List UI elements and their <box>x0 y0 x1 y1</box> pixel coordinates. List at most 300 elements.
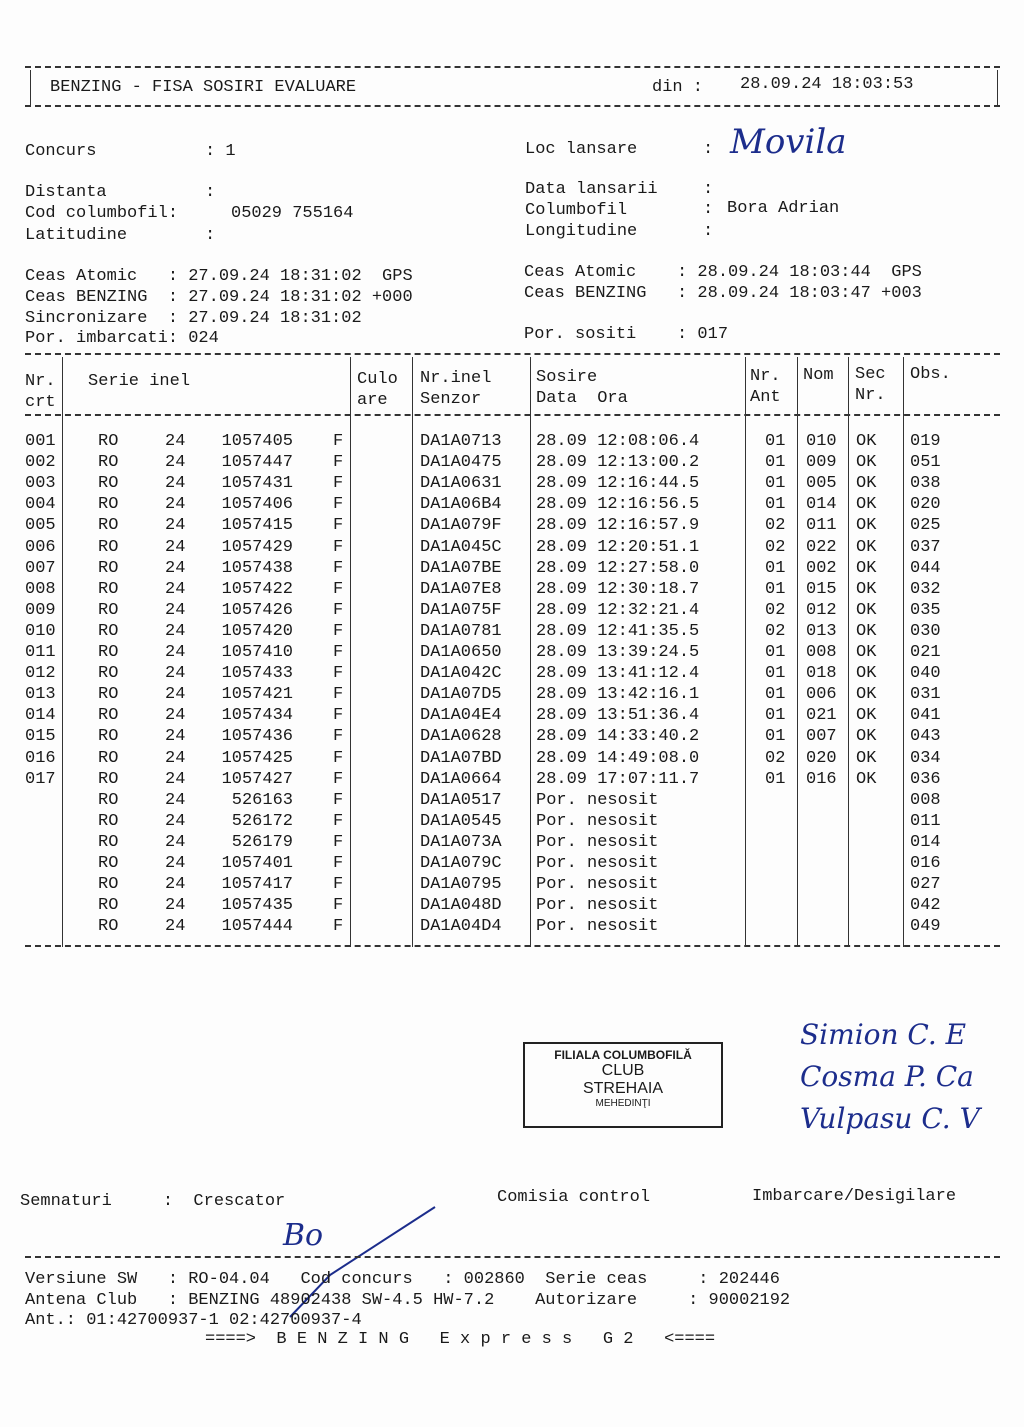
table-cell: DA1A07D5 <box>420 685 502 705</box>
table-cell: RO <box>98 664 119 684</box>
table-cell: RO <box>98 685 119 705</box>
table-cell: 02 <box>765 516 786 536</box>
table-cell: 021 <box>806 706 837 726</box>
table-cell: RO <box>98 474 119 494</box>
table-cell: 24 <box>165 811 186 831</box>
table-cell: 24 <box>165 854 186 873</box>
table-cell: 28.09 13:41:12.4 <box>536 664 700 684</box>
table-cell: 24 <box>165 706 186 726</box>
table-cell: DA1A0545 <box>420 811 502 831</box>
table-cell: 043 <box>910 727 941 747</box>
header-obs: Obs. <box>910 365 951 384</box>
table-cell: 01 <box>765 706 786 726</box>
table-cell: 1057434 <box>221 706 293 726</box>
table-row <box>0 622 1024 643</box>
table-row <box>0 516 1024 537</box>
table-cell: 24 <box>165 748 186 768</box>
table-cell: Por. nesosit <box>536 875 659 895</box>
table-cell: 012 <box>806 600 837 620</box>
table-cell: DA1A0664 <box>420 769 502 789</box>
table-cell: 007 <box>25 558 56 578</box>
table-cell: 008 <box>25 579 56 599</box>
table-cell: 28.09 12:30:18.7 <box>536 579 700 599</box>
table-cell: 24 <box>165 516 186 536</box>
signature: Bo <box>283 1218 324 1253</box>
header-culoare: Culo <box>357 370 398 389</box>
table-cell: 013 <box>806 621 837 641</box>
header-ant: Nr. <box>750 367 781 386</box>
table-cell: RO <box>98 558 119 578</box>
table-cell: 01 <box>765 769 786 789</box>
table-cell: 24 <box>165 875 186 895</box>
table-cell: F <box>333 537 344 557</box>
table-cell: 038 <box>910 474 941 494</box>
table-cell: 003 <box>25 474 56 494</box>
header-sosire: Sosire <box>536 368 598 387</box>
table-cell: F <box>333 453 344 473</box>
cod-value: 05029 755164 <box>231 204 354 223</box>
table-cell: 037 <box>910 537 941 557</box>
table-row <box>0 727 1024 748</box>
por-sositi: Por. sositi : 017 <box>524 325 729 344</box>
table-cell: OK <box>856 600 877 620</box>
table-cell: DA1A048D <box>420 896 502 916</box>
table-cell: F <box>333 432 344 451</box>
table-cell: 28.09 13:39:24.5 <box>536 643 700 662</box>
table-cell: DA1A075F <box>420 600 502 620</box>
table-cell: 019 <box>910 432 941 451</box>
table-cell: 1057444 <box>221 917 293 937</box>
table-cell: 02 <box>765 600 786 620</box>
table-cell: 02 <box>765 621 786 641</box>
table-cell: 28.09 17:07:11.7 <box>536 769 700 789</box>
table-row <box>0 453 1024 474</box>
table-cell: 005 <box>25 516 56 536</box>
table-cell: 016 <box>806 769 837 789</box>
table-cell: RO <box>98 495 119 515</box>
table-cell: 02 <box>765 537 786 557</box>
table-cell: 012 <box>25 664 56 684</box>
table-cell: 28.09 13:42:16.1 <box>536 685 700 705</box>
table-row <box>0 538 1024 559</box>
table-cell: 28.09 12:13:00.2 <box>536 453 700 473</box>
table-cell: 1057415 <box>221 516 293 536</box>
table-cell: 042 <box>910 896 941 916</box>
table-cell: Por. nesosit <box>536 917 659 937</box>
table-cell: 24 <box>165 600 186 620</box>
table-cell: 28.09 14:33:40.2 <box>536 727 700 747</box>
table-cell: DA1A0713 <box>420 432 502 451</box>
table-cell: 1057405 <box>221 432 293 451</box>
table-cell: RO <box>98 769 119 789</box>
comisia-label: Comisia control <box>497 1188 651 1207</box>
table-cell: 015 <box>25 727 56 747</box>
table-cell: 24 <box>165 727 186 747</box>
table-cell: DA1A042C <box>420 664 502 684</box>
header-senzor: Nr.inel <box>420 369 492 388</box>
table-cell: DA1A0795 <box>420 875 502 895</box>
table-cell: DA1A073A <box>420 832 502 852</box>
table-cell: 24 <box>165 790 186 810</box>
table-cell: 032 <box>910 579 941 599</box>
date-label: din : <box>652 78 704 97</box>
table-cell: OK <box>856 769 877 789</box>
table-row <box>0 812 1024 833</box>
table-cell: RO <box>98 896 119 916</box>
table-cell: 1057420 <box>221 621 293 641</box>
header-serie: Serie inel <box>88 372 191 391</box>
table-cell: F <box>333 748 344 768</box>
table-cell: 006 <box>806 685 837 705</box>
table-cell: 1057435 <box>221 896 293 916</box>
table-cell: 1057436 <box>221 727 293 747</box>
table-cell: 022 <box>806 537 837 557</box>
ceas-atomic-start: Ceas Atomic : 27.09.24 18:31:02 GPS <box>25 267 413 286</box>
concurs-value: : 1 <box>205 142 236 161</box>
table-cell: OK <box>856 685 877 705</box>
table-cell: OK <box>856 579 877 599</box>
table-cell: 1057433 <box>221 664 293 684</box>
table-cell: 015 <box>806 579 837 599</box>
table-cell: 011 <box>910 811 941 831</box>
table-cell: DA1A045C <box>420 537 502 557</box>
table-cell: F <box>333 579 344 599</box>
table-cell: 01 <box>765 685 786 705</box>
table-cell: F <box>333 790 344 810</box>
table-cell: 24 <box>165 453 186 473</box>
table-cell: 014 <box>806 495 837 515</box>
table-cell: F <box>333 685 344 705</box>
table-cell: 014 <box>25 706 56 726</box>
table-cell: 014 <box>910 832 941 852</box>
table-row <box>0 875 1024 896</box>
table-cell: 030 <box>910 621 941 641</box>
table-cell: 24 <box>165 643 186 662</box>
table-cell: 010 <box>25 621 56 641</box>
table-row <box>0 854 1024 875</box>
table-cell: DA1A0628 <box>420 727 502 747</box>
table-cell: 004 <box>25 495 56 515</box>
header-ant-2: Ant <box>750 388 781 407</box>
table-cell: 28.09 12:27:58.0 <box>536 558 700 578</box>
table-cell: 526172 <box>231 811 293 831</box>
table-cell: 24 <box>165 621 186 641</box>
table-cell: OK <box>856 727 877 747</box>
longitudine-label: Longitudine <box>525 222 638 241</box>
footer-antena: Antena Club : BENZING 48902438 SW-4.5 HW-7.2 Autorizare : 90002192 <box>25 1291 791 1310</box>
table-cell: RO <box>98 875 119 895</box>
arrival-sheet: BENZING - FISA SOSIRI EVALUARE din : 28.09.24 18:03:53 Concurs : 1 Loc lansare : Movila Distanta : Data lansarii : Cod columbofil: 05029 755164 Columbofil : Bora Adrian Latitudine : Longitudine : Ceas Atomic : 27.09.24 18:31:02 GPS Ceas BENZING : 27.09.24 18:31:02 +000 Sincronizare : 27.09.24 18:31:02 Por. imbarcati: 024 Ceas Atomic : 28.09.24 18:03:44 GPS Ceas BENZING : 28.09.24 18:03:47 +003 Por. sositi : 017 Nr. crt Serie inel Culo are Nr.inel Senzor Sosire Data Ora Nr. Ant Nom Sec Nr. Obs. 001 RO 24 1057405 F DA1A0713 28.09 12:08:06.4 01 010 OK 019 002 RO 24 1057447 F DA1A0475 28.09 12:13:00.2 01 009 OK 051 003 RO 24 1057431 F DA1A0631 28.09 12:16:44.5 01 005 OK 038 004 RO 24 1057406 F DA1A06B4 28.09 12:16:56.5 01 014 OK 020 005 RO 24 1057415 F DA1A079F 28.09 12:16:57.9 02 011 OK 025 006 RO 24 1057429 F DA1A045C 28.09 12:20:51.1 02 022 OK 037 007 RO 24 1057438 F DA1A07BE 28.09 12:27:58.0 01 002 OK 044 008 RO 24 1057422 F DA1A07E8 28.09 12:30:18.7 01 015 OK 032 009 RO 24 1057426 F DA1A075F 28.09 12:32:21.4 02 012 OK 035 010 RO 24 1057420 F DA1A0781 28.09 12:41:35.5 02 013 OK 030 011 RO 24 1057410 F DA1A0650 28.09 13:39:24.5 01 008 OK 021 012 RO 24 1057433 F DA1A042C 28.09 13:41:12.4 01 018 OK 040 013 RO 24 1057421 F DA1A07D5 28.09 13:42:16.1 01 006 OK 031 014 RO 24 1057434 F DA1A04E4 28.09 13:51:36.4 01 021 OK 041 015 RO 24 1057436 F DA1A0628 28.09 14:33:40.2 01 007 OK 043 016 RO 24 1057425 F DA1A07BD 28.09 14:49:08.0 02 020 OK 034 017 RO 24 1057427 F DA1A0664 28.09 17:07:11.7 01 016 OK 036 RO 24 526163 F DA1A0517 Por. nesosit 008 RO 24 526172 F DA1A0545 Por. nesosit 011 RO 24 526179 F DA1A073A Por. nesosit 014 RO 24 1057401 F DA1A079C Por. nesosit 016 RO 24 1057417 F DA1A0795 Por. nesosit 027 RO 24 1057435 F DA1A048D Por. nesosit 042 RO 24 1057444 F DA1A04D4 Por. nesosit 049 FILIALA COLUMBOFILĂ CLUB STREHAIA MEHEDINŢI Simion C. E Cosma P. Ca Vulpasu C. V Semnaturi : Crescator Comisia control Imbarcare/Desigilare Bo Versiune SW : RO-04.04 Cod concurs : 002860 Serie ceas : 202446 Antena Club : BENZING 48902438 SW-4.5 HW-7.2 Autorizare : 90002192 Ant.: 01:42700937-1 02:42700937-4 ====> B E N Z I N G E x p r e s s G 2 <==== <box>0 0 1024 1427</box>
header-nr: Nr. <box>25 372 56 391</box>
table-cell: 28.09 12:32:21.4 <box>536 600 700 620</box>
table-row <box>0 432 1024 453</box>
table-cell: RO <box>98 917 119 937</box>
table-cell: 009 <box>25 600 56 620</box>
table-cell: 008 <box>806 643 837 662</box>
table-cell: RO <box>98 748 119 768</box>
table-cell: Por. nesosit <box>536 832 659 852</box>
table-cell: 007 <box>806 727 837 747</box>
concurs-label: Concurs <box>25 142 97 161</box>
table-cell: RO <box>98 790 119 810</box>
table-cell: 010 <box>806 432 837 451</box>
table-cell: 1057417 <box>221 875 293 895</box>
table-cell: OK <box>856 537 877 557</box>
table-cell: 1057422 <box>221 579 293 599</box>
table-cell: 24 <box>165 685 186 705</box>
sincronizare: Sincronizare : 27.09.24 18:31:02 <box>25 309 362 328</box>
table-cell: 005 <box>806 474 837 494</box>
header-nom: Nom <box>803 366 834 385</box>
table-cell: OK <box>856 516 877 536</box>
table-cell: RO <box>98 453 119 473</box>
table-cell: RO <box>98 706 119 726</box>
table-cell: 28.09 12:20:51.1 <box>536 537 700 557</box>
table-cell: 1057410 <box>221 643 293 662</box>
table-cell: 034 <box>910 748 941 768</box>
table-cell: 002 <box>25 453 56 473</box>
table-cell: RO <box>98 832 119 852</box>
table-cell: DA1A04D4 <box>420 917 502 937</box>
table-cell: OK <box>856 643 877 662</box>
table-cell: 28.09 13:51:36.4 <box>536 706 700 726</box>
table-cell: 041 <box>910 706 941 726</box>
columbofil-value: Bora Adrian <box>727 199 840 218</box>
table-cell: 020 <box>806 748 837 768</box>
table-cell: 24 <box>165 896 186 916</box>
table-cell: DA1A06B4 <box>420 495 502 515</box>
table-cell: F <box>333 516 344 536</box>
table-cell: DA1A07BD <box>420 748 502 768</box>
table-cell: 049 <box>910 917 941 937</box>
table-cell: Por. nesosit <box>536 790 659 810</box>
table-cell: F <box>333 917 344 937</box>
table-row <box>0 474 1024 495</box>
table-cell: 1057421 <box>221 685 293 705</box>
table-cell: F <box>333 854 344 873</box>
table-cell: RO <box>98 854 119 873</box>
table-cell: RO <box>98 621 119 641</box>
divider <box>25 66 1000 68</box>
table-cell: RO <box>98 432 119 451</box>
table-cell: 051 <box>910 453 941 473</box>
table-cell: 24 <box>165 558 186 578</box>
table-cell: 036 <box>910 769 941 789</box>
table-cell: 01 <box>765 558 786 578</box>
header-sec-2: Nr. <box>855 386 886 405</box>
date-value: 28.09.24 18:03:53 <box>740 75 914 94</box>
table-cell: OK <box>856 453 877 473</box>
table-cell: DA1A07E8 <box>420 579 502 599</box>
table-cell: DA1A04E4 <box>420 706 502 726</box>
table-cell: 018 <box>806 664 837 684</box>
table-cell: Por. nesosit <box>536 811 659 831</box>
table-cell: DA1A07BE <box>420 558 502 578</box>
table-cell: OK <box>856 432 877 451</box>
ceas-atomic-end: Ceas Atomic : 28.09.24 18:03:44 GPS <box>524 263 922 282</box>
table-row <box>0 791 1024 812</box>
table-cell: OK <box>856 558 877 578</box>
table-cell: RO <box>98 579 119 599</box>
ceas-benzing-start: Ceas BENZING : 27.09.24 18:31:02 +000 <box>25 288 413 307</box>
distanta-label: Distanta <box>25 183 107 202</box>
table-row <box>0 685 1024 706</box>
table-cell: 02 <box>765 748 786 768</box>
loc-label: Loc lansare <box>525 140 638 159</box>
table-cell: F <box>333 875 344 895</box>
table-cell: RO <box>98 516 119 536</box>
table-cell: F <box>333 896 344 916</box>
imbarcare-label: Imbarcare/Desigilare <box>752 1187 957 1206</box>
table-cell: 001 <box>25 432 56 451</box>
table-cell: 1057426 <box>221 600 293 620</box>
table-cell: 1057406 <box>221 495 293 515</box>
table-row <box>0 495 1024 516</box>
table-cell: 28.09 12:08:06.4 <box>536 432 700 451</box>
table-cell: RO <box>98 600 119 620</box>
table-cell: 006 <box>25 537 56 557</box>
table-cell: 01 <box>765 643 786 662</box>
cod-label: Cod columbofil: <box>25 204 179 223</box>
table-cell: 01 <box>765 664 786 684</box>
table-cell: Por. nesosit <box>536 896 659 916</box>
table-cell: 021 <box>910 643 941 662</box>
table-cell: 027 <box>910 875 941 895</box>
table-cell: RO <box>98 811 119 831</box>
table-cell: 017 <box>25 769 56 789</box>
table-row <box>0 643 1024 664</box>
table-cell: 24 <box>165 769 186 789</box>
table-row <box>0 917 1024 938</box>
ceas-benzing-end: Ceas BENZING : 28.09.24 18:03:47 +003 <box>524 284 922 303</box>
table-cell: 24 <box>165 495 186 515</box>
divider <box>997 70 998 106</box>
table-cell: 031 <box>910 685 941 705</box>
table-cell: 1057431 <box>221 474 293 494</box>
table-row <box>0 896 1024 917</box>
table-cell: 008 <box>910 790 941 810</box>
table-cell: F <box>333 832 344 852</box>
header-sec: Sec <box>855 365 886 384</box>
divider <box>30 70 31 106</box>
table-cell: F <box>333 474 344 494</box>
table-cell: 01 <box>765 495 786 515</box>
table-cell: OK <box>856 706 877 726</box>
header-senzor-2: Senzor <box>420 390 482 409</box>
table-cell: 24 <box>165 579 186 599</box>
table-cell: OK <box>856 621 877 641</box>
document-title: BENZING - FISA SOSIRI EVALUARE <box>50 78 357 97</box>
table-cell: RO <box>98 727 119 747</box>
table-cell: 24 <box>165 832 186 852</box>
table-cell: F <box>333 600 344 620</box>
handwritten-name: Simion C. E <box>800 1018 967 1051</box>
table-cell: 01 <box>765 453 786 473</box>
table-cell: 01 <box>765 474 786 494</box>
loc-value-handwritten: Movila <box>730 122 847 162</box>
header-sosire-2: Data Ora <box>536 389 628 408</box>
footer-ant: Ant.: 01:42700937-1 02:42700937-4 <box>25 1311 362 1330</box>
table-cell: 1057447 <box>221 453 293 473</box>
table-cell: 040 <box>910 664 941 684</box>
table-cell: 24 <box>165 917 186 937</box>
header-culoare-2: are <box>357 391 388 410</box>
table-cell: F <box>333 643 344 662</box>
table-cell: DA1A0631 <box>420 474 502 494</box>
table-cell: F <box>333 558 344 578</box>
table-cell: 035 <box>910 600 941 620</box>
table-cell: F <box>333 769 344 789</box>
table-cell: 01 <box>765 579 786 599</box>
table-cell: OK <box>856 748 877 768</box>
table-cell: 28.09 12:16:57.9 <box>536 516 700 536</box>
latitudine-label: Latitudine <box>25 226 128 245</box>
table-cell: 01 <box>765 727 786 747</box>
table-cell: 28.09 12:16:56.5 <box>536 495 700 515</box>
table-cell: Por. nesosit <box>536 854 659 873</box>
table-cell: OK <box>856 474 877 494</box>
header-crt: crt <box>25 393 56 412</box>
table-row <box>0 833 1024 854</box>
divider <box>25 105 1000 107</box>
table-cell: 009 <box>806 453 837 473</box>
table-cell: 025 <box>910 516 941 536</box>
table-row <box>0 770 1024 791</box>
table-cell: 526163 <box>231 790 293 810</box>
table-cell: F <box>333 664 344 684</box>
table-cell: 1057438 <box>221 558 293 578</box>
table-cell: 526179 <box>231 832 293 852</box>
table-row <box>0 664 1024 685</box>
table-cell: DA1A0781 <box>420 621 502 641</box>
handwritten-name: Vulpasu C. V <box>800 1102 980 1135</box>
table-cell: 002 <box>806 558 837 578</box>
table-cell: F <box>333 727 344 747</box>
table-cell: 016 <box>910 854 941 873</box>
table-cell: OK <box>856 664 877 684</box>
table-cell: 24 <box>165 537 186 557</box>
por-imbarcati: Por. imbarcati: 024 <box>25 329 219 348</box>
table-cell: 01 <box>765 432 786 451</box>
table-cell: RO <box>98 643 119 662</box>
table-cell: DA1A079C <box>420 854 502 873</box>
table-cell: 24 <box>165 474 186 494</box>
table-cell: F <box>333 621 344 641</box>
data-lansarii-label: Data lansarii <box>525 180 658 199</box>
table-cell: 24 <box>165 432 186 451</box>
table-cell: F <box>333 495 344 515</box>
footer-brand: ====> B E N Z I N G E x p r e s s G 2 <==== <box>205 1330 716 1349</box>
table-cell: 013 <box>25 685 56 705</box>
table-cell: 011 <box>25 643 56 662</box>
table-row <box>0 706 1024 727</box>
table-row <box>0 601 1024 622</box>
table-cell: 044 <box>910 558 941 578</box>
table-cell: DA1A079F <box>420 516 502 536</box>
table-cell: F <box>333 706 344 726</box>
table-cell: 020 <box>910 495 941 515</box>
table-cell: F <box>333 811 344 831</box>
table-cell: DA1A0650 <box>420 643 502 662</box>
table-cell: 1057401 <box>221 854 293 873</box>
footer-versiune: Versiune SW : RO-04.04 Cod concurs : 002860 Serie ceas : 202446 <box>25 1270 780 1289</box>
handwritten-name: Cosma P. Ca <box>800 1060 974 1093</box>
table-cell: 28.09 12:16:44.5 <box>536 474 700 494</box>
columbofil-label: Columbofil <box>525 201 628 220</box>
table-cell: 24 <box>165 664 186 684</box>
table-cell: DA1A0517 <box>420 790 502 810</box>
table-row <box>0 749 1024 770</box>
